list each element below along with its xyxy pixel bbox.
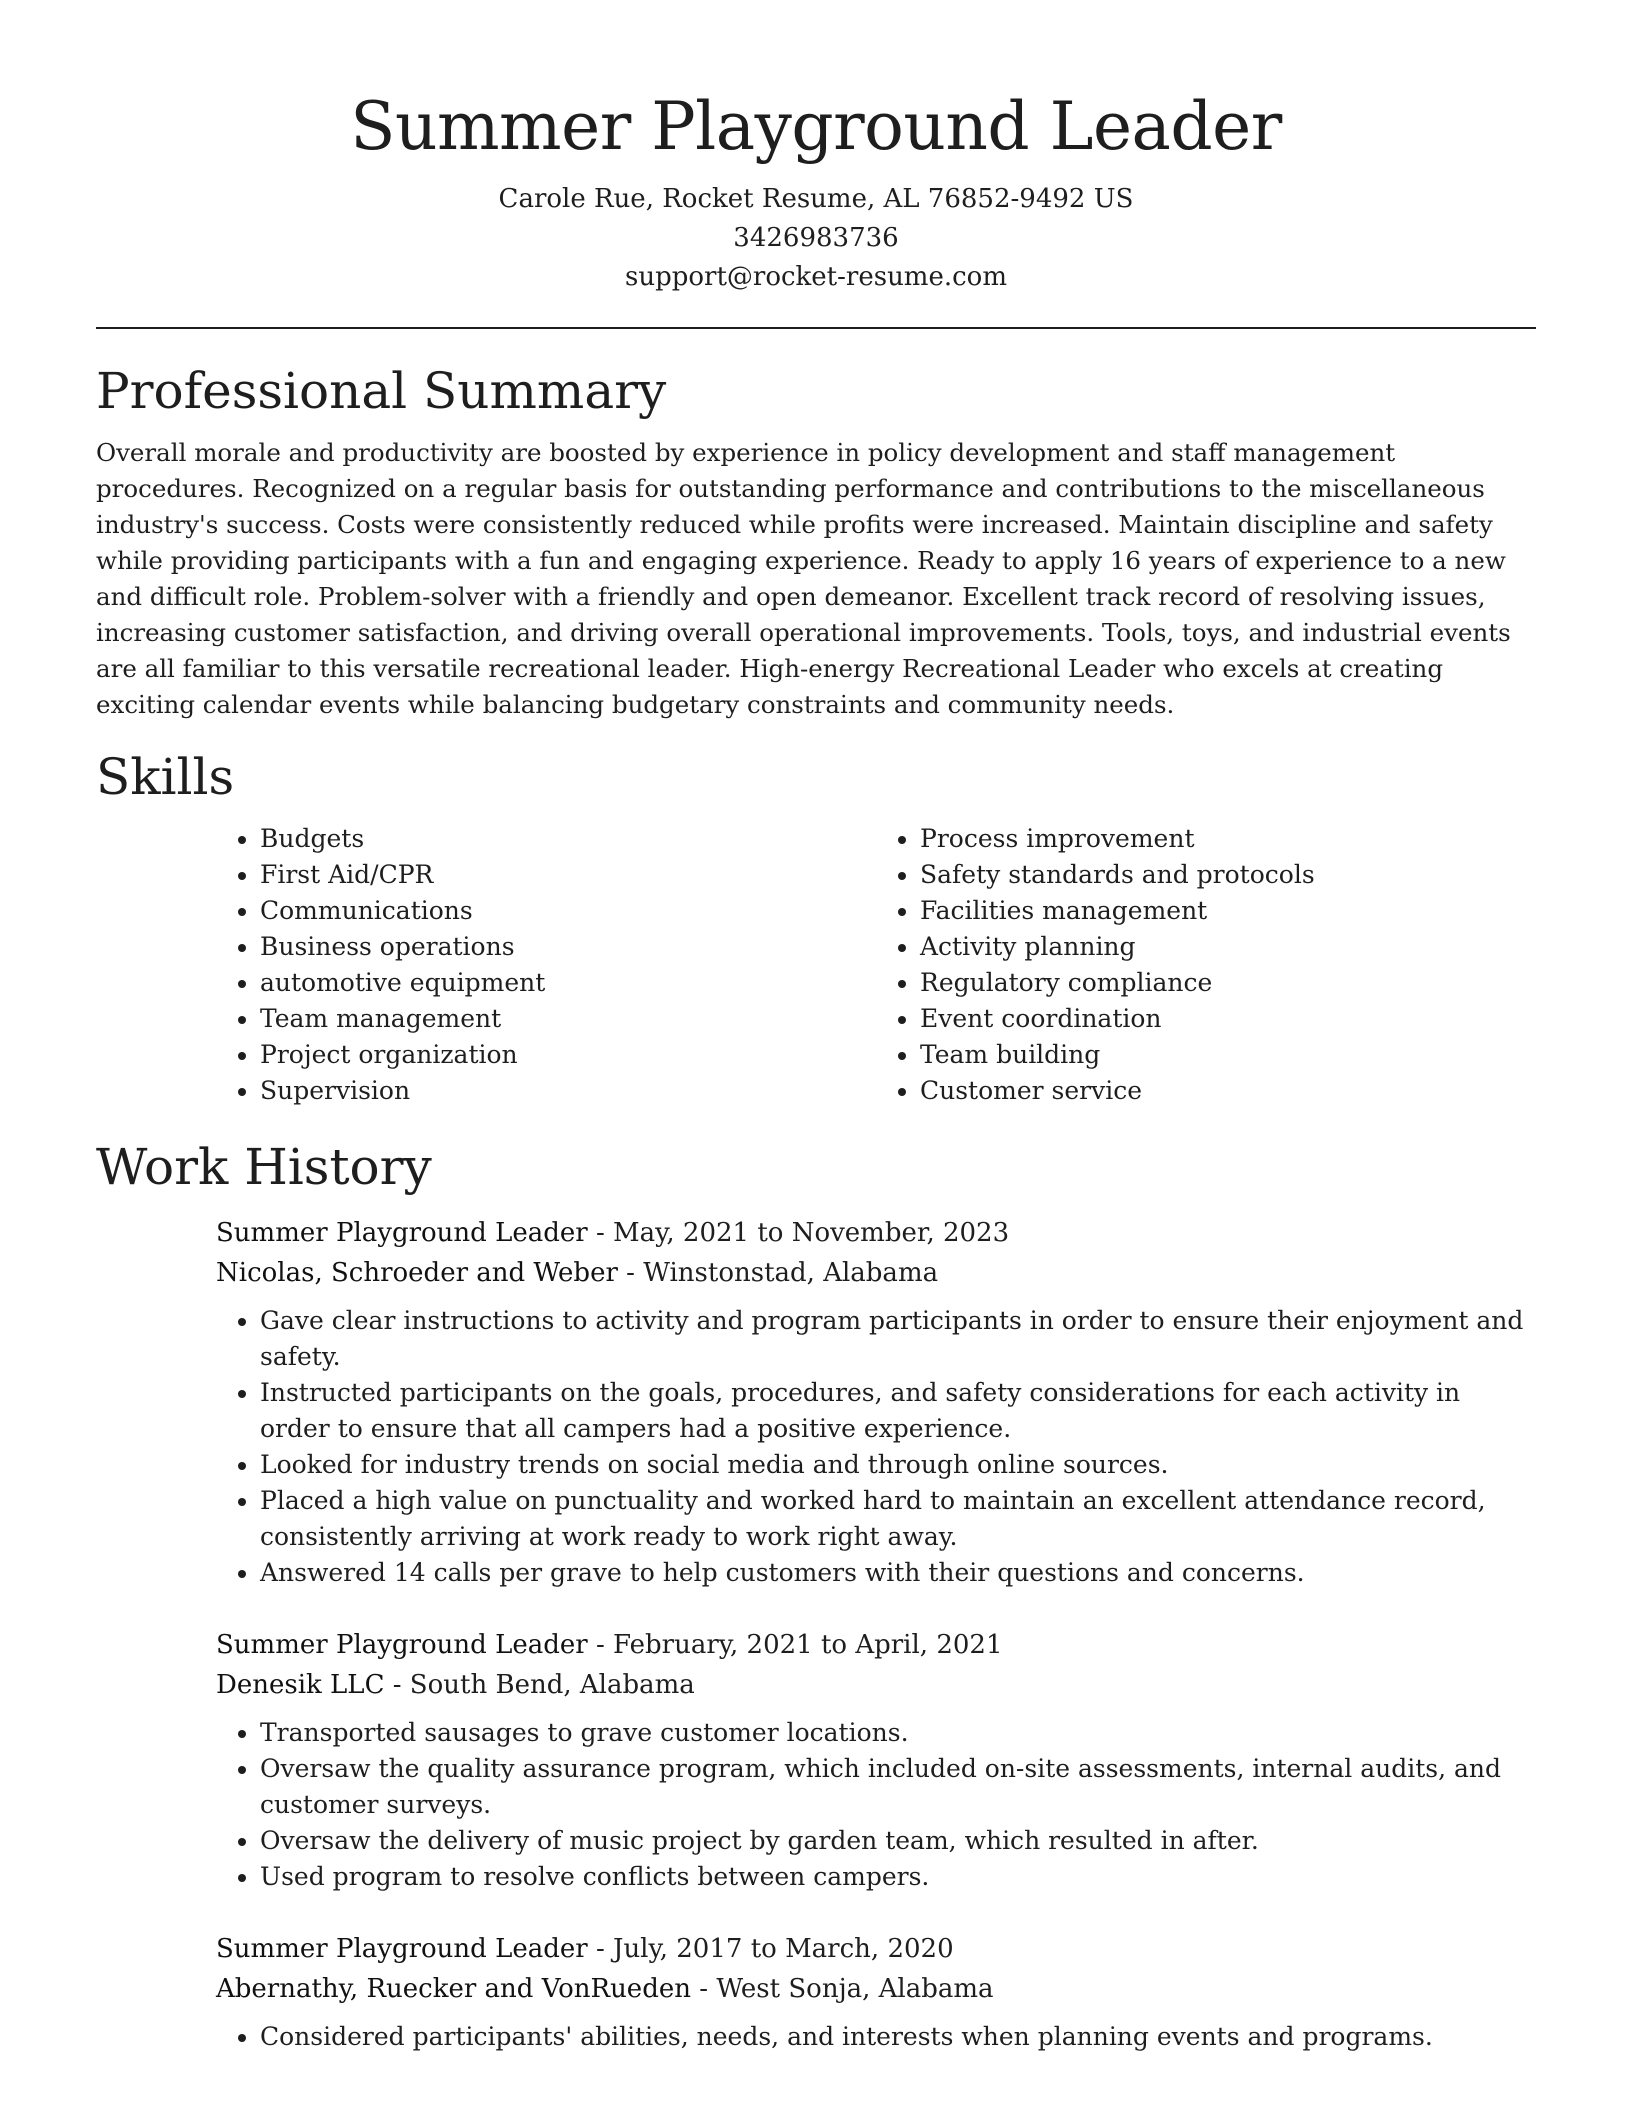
- job-bullet: • Instructed participants on the goals, procedures, and safety considerations for each activity in order to ensure that all campers had a positive experience.: [260, 1375, 1536, 1447]
- job-company-line: Denesik LLC - South Bend, Alabama: [216, 1670, 695, 1700]
- skill-item: • Business operations: [260, 929, 876, 965]
- contact-block: [96, 180, 1536, 297]
- job-bullet: • Oversaw the quality assurance program, which included on-site assessments, internal audits, and customer surveys.: [260, 1751, 1536, 1823]
- job-company: Denesik LLC: [216, 1670, 385, 1700]
- skill-item: • Team building: [920, 1037, 1536, 1073]
- job-location: West Sonja, Alabama: [716, 1974, 994, 2004]
- job-title-line: Summer Playground Leader - February, 2021 to April, 2021: [216, 1630, 1003, 1660]
- resume-header: [96, 0, 1536, 297]
- contact-address: Carole Rue, Rocket Resume, AL 76852-9492 US: [498, 184, 1134, 214]
- job-title-line: Summer Playground Leader - July, 2017 to March, 2020: [216, 1934, 954, 1964]
- skill-item: • Customer service: [920, 1073, 1536, 1109]
- job-location: South Bend, Alabama: [409, 1670, 695, 1700]
- skill-item: • Communications: [260, 893, 876, 929]
- skill-item: • Event coordination: [920, 1001, 1536, 1037]
- job-dates: July, 2017 to March, 2020: [613, 1934, 954, 1964]
- job-bullets: [216, 2019, 1536, 2055]
- job-bullets: [216, 1715, 1536, 1895]
- skill-item: • automotive equipment: [260, 965, 876, 1001]
- job-bullet: • Answered 14 calls per grave to help customers with their questions and concerns.: [260, 1555, 1536, 1591]
- skills-heading: Skills: [96, 748, 235, 806]
- job-entry: [216, 1929, 1536, 2055]
- job-entry: [216, 1213, 1536, 1591]
- skill-item: • Budgets: [260, 821, 876, 857]
- job-title: Summer Playground Leader: [216, 1934, 588, 1964]
- job-bullet: • Placed a high value on punctuality and worked hard to maintain an excellent attendance record, consistently arriving at work ready to work right away.: [260, 1483, 1536, 1555]
- job-title: Summer Playground Leader: [216, 1630, 588, 1660]
- job-company-line: Nicolas, Schroeder and Weber - Winstonstad, Alabama: [216, 1258, 939, 1288]
- job-location: Winstonstad, Alabama: [643, 1258, 939, 1288]
- job-company-line: Abernathy, Ruecker and VonRueden - West Sonja, Alabama: [216, 1974, 994, 2004]
- summary-text: Overall morale and productivity are boosted by experience in policy development and staff management procedures. Recognized on a regular basis for outstanding performance and contributions to the miscellaneous industry's success. Costs were consistently reduced while profits were increased. Maintain discipline and safety while providing participants with a fun and engaging experience. Ready to apply 16 years of experience to a new and difficult role. Problem-solver with a friendly and open demeanor. Excellent track record of resolving issues, increasing customer satisfaction, and driving overall operational improvements. Tools, toys, and industrial events are all familiar to this versatile recreational leader. High-energy Recreational Leader who excels at creating exciting calendar events while balancing budgetary constraints and community needs.: [96, 438, 1511, 719]
- job-company: Abernathy, Ruecker and VonRueden: [216, 1974, 691, 2004]
- resume-page: [96, 0, 1536, 2055]
- skill-item: • Activity planning: [920, 929, 1536, 965]
- job-dates: May, 2021 to November, 2023: [613, 1218, 1010, 1248]
- job-dates: February, 2021 to April, 2021: [613, 1630, 1003, 1660]
- skill-item: • Team management: [260, 1001, 876, 1037]
- job-bullet: • Transported sausages to grave customer locations.: [260, 1715, 1536, 1751]
- resume-title: Summer Playground Leader: [350, 88, 1282, 165]
- skills-list: [216, 821, 1536, 1109]
- skill-item: • First Aid/CPR: [260, 857, 876, 893]
- header-divider: [96, 327, 1536, 329]
- job-bullets: [216, 1303, 1536, 1591]
- skills-column-right: [876, 821, 1536, 1109]
- contact-phone: 3426983736: [733, 223, 899, 253]
- work-history-heading: Work History: [96, 1138, 432, 1196]
- job-title: Summer Playground Leader: [216, 1218, 588, 1248]
- job-company: Nicolas, Schroeder and Weber: [216, 1258, 618, 1288]
- job-bullet: • Gave clear instructions to activity and program participants in order to ensure their enjoyment and safety.: [260, 1303, 1536, 1375]
- job-bullet: • Considered participants' abilities, needs, and interests when planning events and programs.: [260, 2019, 1536, 2055]
- job-entry: [216, 1625, 1536, 1895]
- skill-item: • Safety standards and protocols: [920, 857, 1536, 893]
- job-bullet: • Used program to resolve conflicts between campers.: [260, 1859, 1536, 1895]
- skill-item: • Process improvement: [920, 821, 1536, 857]
- skill-item: • Supervision: [260, 1073, 876, 1109]
- skill-item: • Regulatory compliance: [920, 965, 1536, 1001]
- skill-item: • Facilities management: [920, 893, 1536, 929]
- skills-column-left: [216, 821, 876, 1109]
- skill-item: • Project organization: [260, 1037, 876, 1073]
- contact-email: support@rocket-resume.com: [624, 262, 1007, 292]
- job-bullet: • Oversaw the delivery of music project by garden team, which resulted in after.: [260, 1823, 1536, 1859]
- job-bullet: • Looked for industry trends on social media and through online sources.: [260, 1447, 1536, 1483]
- job-title-line: Summer Playground Leader - May, 2021 to November, 2023: [216, 1218, 1010, 1248]
- summary-heading: Professional Summary: [96, 362, 667, 420]
